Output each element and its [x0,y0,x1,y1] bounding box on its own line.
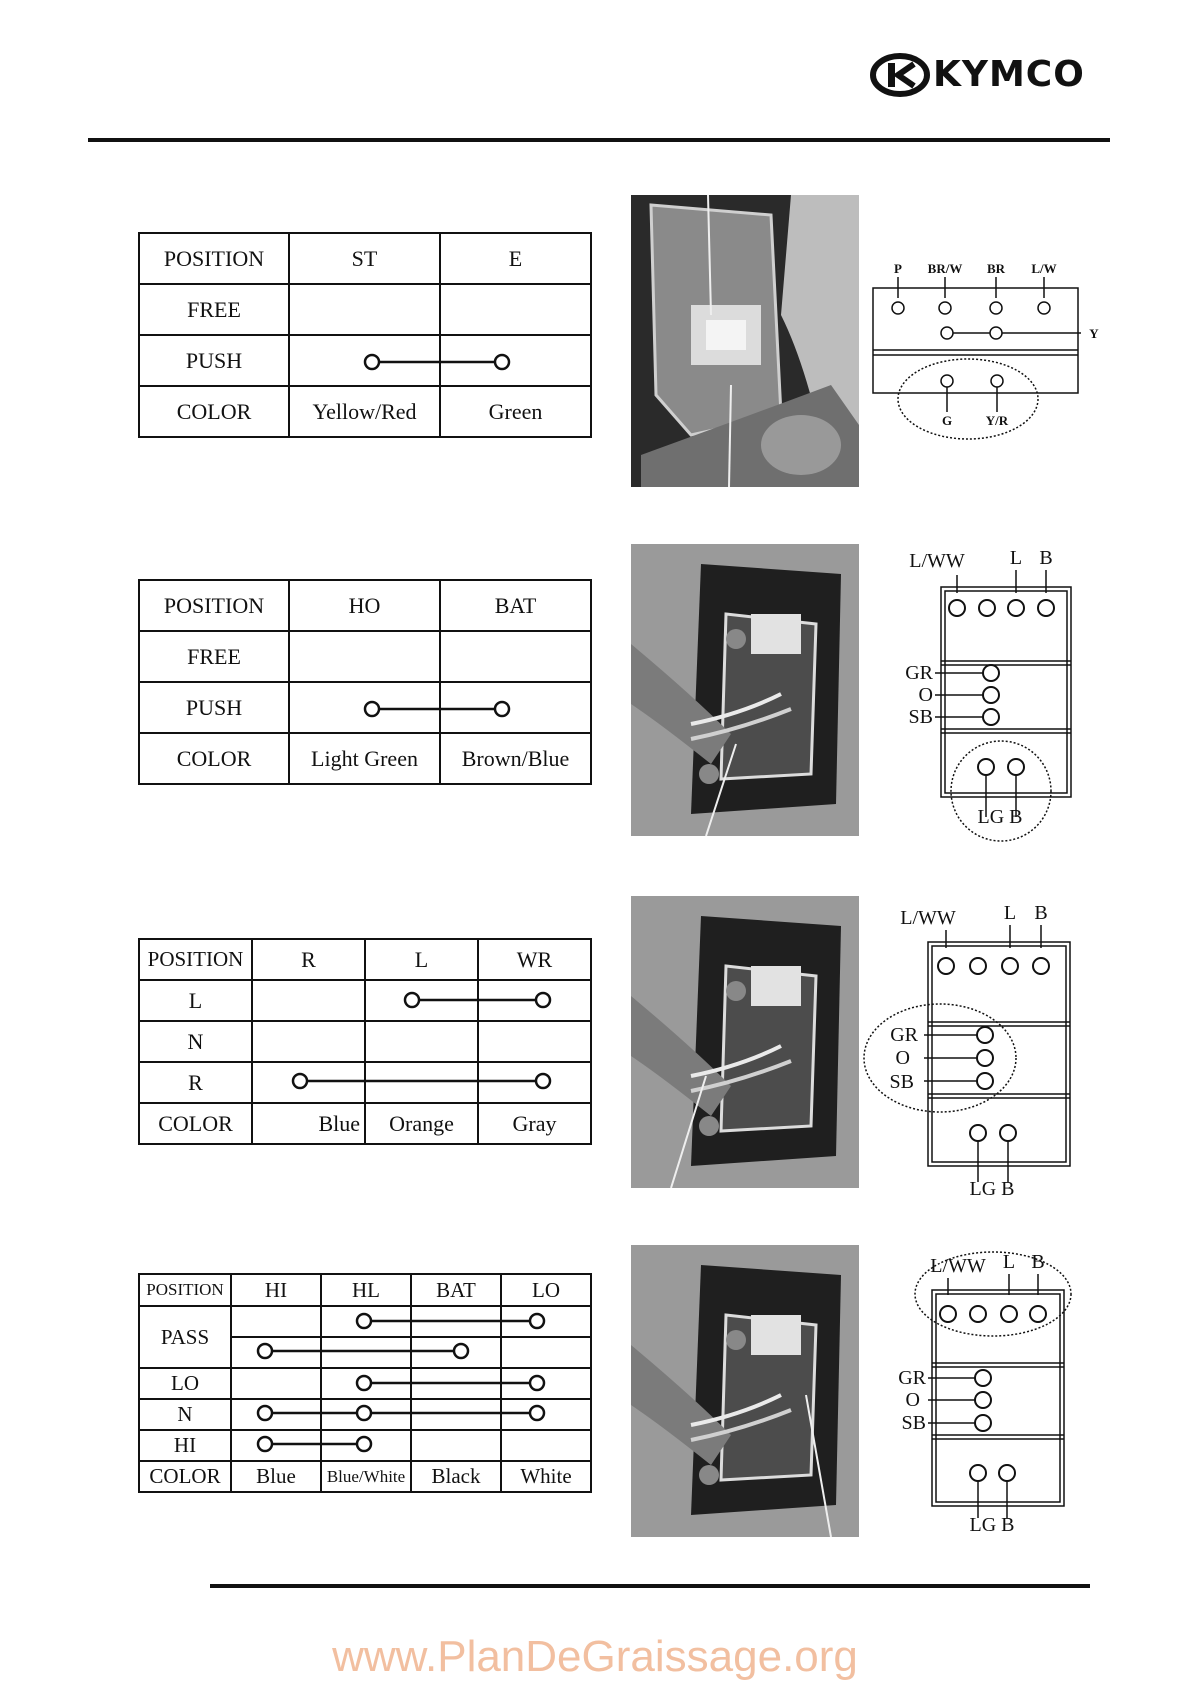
header-position: POSITION [139,939,252,980]
row-label-hi: HI [139,1430,231,1461]
terminal-label-l: L [1009,547,1023,569]
terminal-label-l-w: L/W [1031,261,1057,276]
row-label-free: FREE [139,284,289,335]
color-wr: Gray [478,1103,591,1144]
terminal-label-o: O [895,1047,910,1069]
header-rule [88,138,1110,142]
color-st: Yellow/Red [289,386,440,437]
header-bat: BAT [411,1274,501,1306]
terminal-label-l-ww: L/WW [930,1255,986,1277]
color-label: COLOR [139,1103,252,1144]
header-position: POSITION [139,233,289,284]
header-hi: HI [231,1274,321,1306]
row-label-r: R [139,1062,252,1103]
color-ho: Light Green [289,733,440,784]
header-position: POSITION [139,1274,231,1306]
header-lo: LO [501,1274,591,1306]
header-st: ST [289,233,440,284]
start-switch-terminal-diagram [868,255,1108,445]
terminal-label-y: Y [1089,326,1099,341]
color-lo: White [501,1461,591,1492]
color-r: Blue [252,1103,365,1144]
terminal-label-br-w: BR/W [927,261,963,276]
terminal-label-sb: SB [901,1412,926,1434]
color-bat: Brown/Blue [440,733,591,784]
kymco-logo [870,52,1115,98]
horn-switch-table [138,579,592,785]
header-position: POSITION [139,580,289,631]
turn-signal-switch-terminal-diagram [860,900,1100,1200]
row-label-push: PUSH [139,682,289,733]
terminal-label-sb: SB [889,1071,914,1093]
terminal-label-p: P [894,261,902,276]
dimmer-switch-photo [631,1245,859,1537]
start-switch-photo [631,195,859,487]
header-wr: WR [478,939,591,980]
turn-signal-switch-photo [631,896,859,1188]
color-bat: Black [411,1461,501,1492]
terminal-label-o: O [905,1389,920,1411]
header-hl: HL [321,1274,411,1306]
row-label-l: L [139,980,252,1021]
terminal-label-gr: GR [905,662,933,684]
header-bat: BAT [440,580,591,631]
terminal-label-b: B [1034,902,1048,924]
color-l: Orange [365,1103,478,1144]
header-l: L [365,939,478,980]
row-label-lo: LO [139,1368,231,1399]
color-label: COLOR [139,1461,231,1492]
terminal-label-l: L [1002,1251,1016,1273]
terminal-label-o: O [918,684,933,706]
watermark-link[interactable]: www.PlanDeGraissage.org [332,1632,858,1681]
terminal-label-lg-b: LG B [969,1178,1015,1200]
header-r: R [252,939,365,980]
color-hl: Blue/White [321,1461,411,1492]
row-label-pass: PASS [139,1306,231,1368]
terminal-label-sb: SB [908,706,933,728]
header-ho: HO [289,580,440,631]
terminal-label-gr: GR [898,1367,926,1389]
header-e: E [440,233,591,284]
row-label-free: FREE [139,631,289,682]
terminal-label-g: G [941,413,953,428]
color-hi: Blue [231,1461,321,1492]
turn-signal-switch-table [138,938,592,1145]
dimmer-switch-table [138,1273,592,1493]
terminal-label-gr: GR [890,1024,918,1046]
terminal-label-l: L [1003,902,1017,924]
horn-switch-terminal-diagram [885,545,1095,845]
color-label: COLOR [139,386,289,437]
brand-name: KYMCO [933,54,1085,95]
color-e: Green [440,386,591,437]
dimmer-switch-terminal-diagram [880,1248,1100,1538]
color-label: COLOR [139,733,289,784]
footer-rule [210,1584,1090,1588]
terminal-label-lg-b: LG B [969,1514,1015,1536]
terminal-label-b: B [1031,1251,1045,1273]
terminal-label-l-ww: L/WW [909,550,965,572]
horn-switch-photo [631,544,859,836]
kymco-emblem-icon [870,52,930,98]
row-label-n: N [139,1399,231,1430]
terminal-label-br: BR [986,261,1006,276]
terminal-label-lg-b: LG B [977,806,1023,828]
row-label-n: N [139,1021,252,1062]
row-label-push: PUSH [139,335,289,386]
terminal-label-l-ww: L/WW [900,907,956,929]
terminal-label-b: B [1039,547,1053,569]
terminal-label-y-r: Y/R [985,413,1009,428]
start-switch-table [138,232,592,438]
